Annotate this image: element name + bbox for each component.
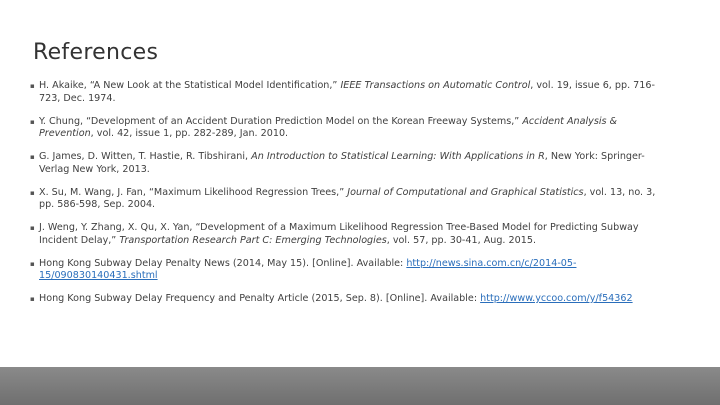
reference-text: Hong Kong Subway Delay Penalty News (2014, May 15). [Online]. Available: — [39, 257, 407, 269]
reference-text: X. Su, M. Wang, J. Fan, “Maximum Likelihood Regression Trees,” — [39, 186, 348, 198]
reference-item — [30, 187, 670, 212]
reference-source: Journal of Computational and Graphical Statistics — [347, 186, 584, 198]
reference-link[interactable]: http://news.sina.com.cn/c/2014-05-15/090830140431.shtml — [39, 257, 577, 281]
bullet-icon: ▪ — [30, 224, 35, 232]
reference-source: Accident Analysis & Prevention — [39, 115, 618, 139]
reference-details: , vol. 19, issue 6, pp. 716-723, Dec. 1974. — [39, 80, 655, 104]
reference-text: Y. Chung, “Development of an Accident Duration Prediction Model on the Korean Freeway Systems,” — [39, 115, 523, 127]
reference-source: An Introduction to Statistical Learning: With Applications in R — [251, 151, 545, 162]
reference-details: , vol. 57, pp. 30-41, Aug. 2015. — [386, 234, 536, 246]
bullet-icon: ▪ — [30, 82, 35, 90]
reference-source: IEEE Transactions on Automatic Control — [340, 80, 531, 91]
bullet-icon: ▪ — [30, 153, 35, 161]
reference-details: , New York: Springer-Verlag New York, 2013. — [39, 151, 645, 175]
bullet-icon: ▪ — [30, 117, 35, 126]
reference-link[interactable]: http://www.yccoo.com/y/f54362 — [480, 293, 633, 304]
reference-text: Hong Kong Subway Delay Frequency and Penalty Article (2015, Sep. 8). [Online]. Available: — [39, 293, 481, 304]
reference-source: Transportation Research Part C: Emerging Technologies — [119, 234, 387, 246]
reference-item — [30, 222, 670, 247]
slide-title: References — [33, 40, 159, 65]
bullet-icon: ▪ — [30, 259, 35, 268]
reference-item — [30, 258, 670, 283]
reference-item — [30, 80, 670, 105]
reference-details: , vol. 13, no. 3, pp. 586-598, Sep. 2004. — [39, 186, 656, 210]
reference-details: , vol. 42, issue 1, pp. 282-289, Jan. 2010. — [90, 128, 289, 139]
reference-text: G. James, D. Witten, T. Hastie, R. Tibshirani, — [39, 151, 252, 162]
reference-list — [30, 80, 670, 316]
reference-text: J. Weng, Y. Zhang, X. Qu, X. Yan, “Development of a Maximum Likelihood Regression Tree-Based Model for Predicting Subway Incident Delay,” — [39, 222, 639, 246]
bullet-icon: ▪ — [30, 295, 35, 303]
reference-item — [30, 293, 670, 306]
reference-text: H. Akaike, “A New Look at the Statistical Model Identification,” — [39, 80, 341, 91]
bullet-icon: ▪ — [30, 188, 35, 197]
reference-item — [30, 116, 670, 141]
reference-item — [30, 151, 670, 176]
footer-bar — [0, 367, 720, 405]
